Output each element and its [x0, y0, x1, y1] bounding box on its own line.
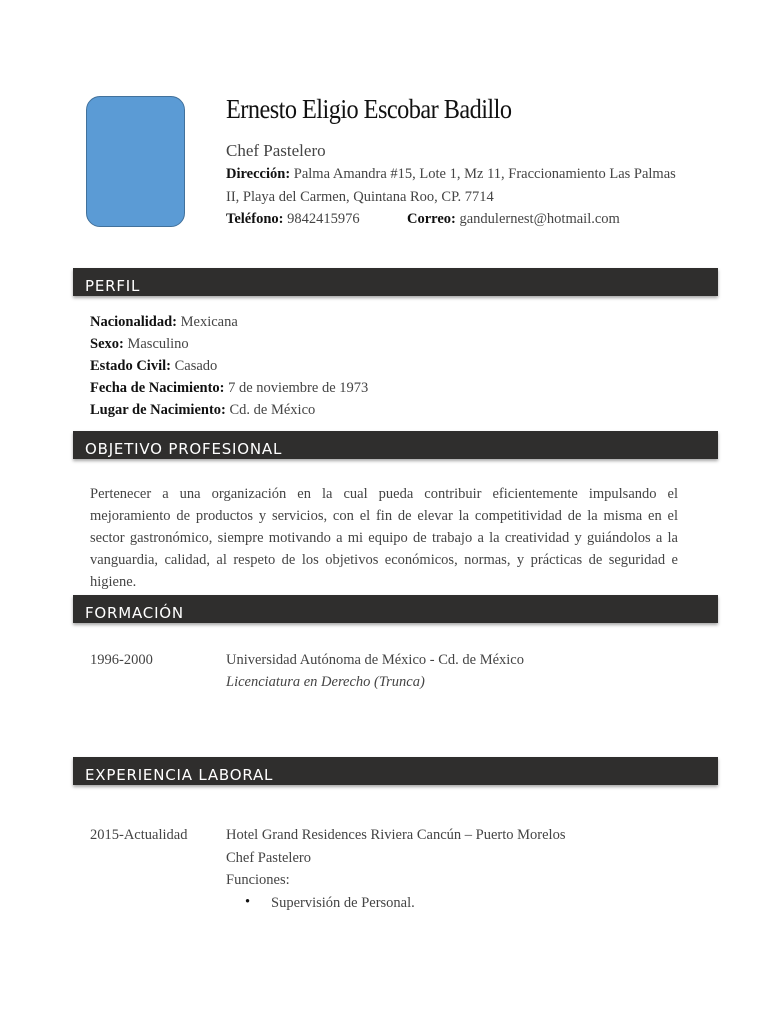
phone-label: Teléfono:	[226, 211, 284, 227]
section-header-perfil	[73, 268, 718, 296]
education-degree: Licenciatura en Derecho (Trunca)	[226, 674, 425, 690]
perfil-value: Cd. de México	[229, 402, 316, 418]
bullet-icon: •	[245, 894, 251, 910]
perfil-label: Sexo:	[90, 336, 124, 352]
section-header-experiencia	[73, 757, 718, 785]
education-institution: Universidad Autónoma de México - Cd. de México	[226, 652, 524, 668]
address-label: Dirección:	[226, 166, 291, 182]
phone-value: 9842415976	[287, 211, 360, 227]
perfil-label: Estado Civil:	[90, 358, 171, 374]
email-value: gandulernest@hotmail.com	[459, 211, 620, 227]
perfil-row	[90, 402, 315, 419]
perfil-row	[90, 358, 217, 375]
experience-date: 2015-Actualidad	[90, 827, 188, 843]
contact-line	[226, 211, 360, 228]
perfil-value: Masculino	[127, 336, 189, 352]
perfil-label: Lugar de Nacimiento:	[90, 402, 226, 418]
profile-photo-placeholder	[86, 96, 185, 227]
section-title-formacion: FORMACIÓN	[85, 604, 184, 622]
address-value-1: Palma Amandra #15, Lote 1, Mz 11, Fraccionamiento Las Palmas	[293, 166, 676, 182]
perfil-value: 7 de noviembre de 1973	[228, 380, 369, 396]
perfil-row	[90, 336, 189, 353]
section-title-perfil: PERFIL	[85, 277, 141, 295]
experience-functions-label: Funciones:	[226, 872, 290, 888]
perfil-value: Mexicana	[180, 314, 238, 330]
objective-paragraph: Pertenecer a una organización en la cual pueda contribuir eficientemente impulsando el mejoramiento de productos y servicios, con el fin de elevar la competitividad de la misma en el sector gastronómico, siempre motivando a mi equipo de trabajo a la creatividad y guiándolos a la vanguardia, calidad, al respeto de los objetivos económicos, normas, y prácticas de seguridad e higiene.	[90, 486, 678, 590]
perfil-row	[90, 314, 238, 331]
perfil-label: Nacionalidad:	[90, 314, 178, 330]
section-header-formacion	[73, 595, 718, 623]
section-header-objetivo	[73, 431, 718, 459]
experience-position: Chef Pastelero	[226, 850, 311, 866]
section-title-experiencia: EXPERIENCIA LABORAL	[85, 766, 274, 784]
address-line-1	[226, 166, 676, 183]
candidate-role: Chef Pastelero	[226, 141, 326, 160]
email-line	[407, 211, 620, 228]
education-date: 1996-2000	[90, 652, 153, 668]
perfil-label: Fecha de Nacimiento:	[90, 380, 225, 396]
candidate-name: Ernesto Eligio Escobar Badillo	[226, 94, 512, 124]
experience-function-item: Supervisión de Personal.	[271, 895, 415, 911]
address-line-2: II, Playa del Carmen, Quintana Roo, CP. 7714	[226, 189, 494, 205]
perfil-value: Casado	[174, 358, 218, 374]
perfil-row	[90, 380, 368, 397]
email-label: Correo:	[407, 211, 456, 227]
section-title-objetivo: OBJETIVO PROFESIONAL	[85, 440, 283, 458]
experience-company: Hotel Grand Residences Riviera Cancún – Puerto Morelos	[226, 827, 566, 843]
